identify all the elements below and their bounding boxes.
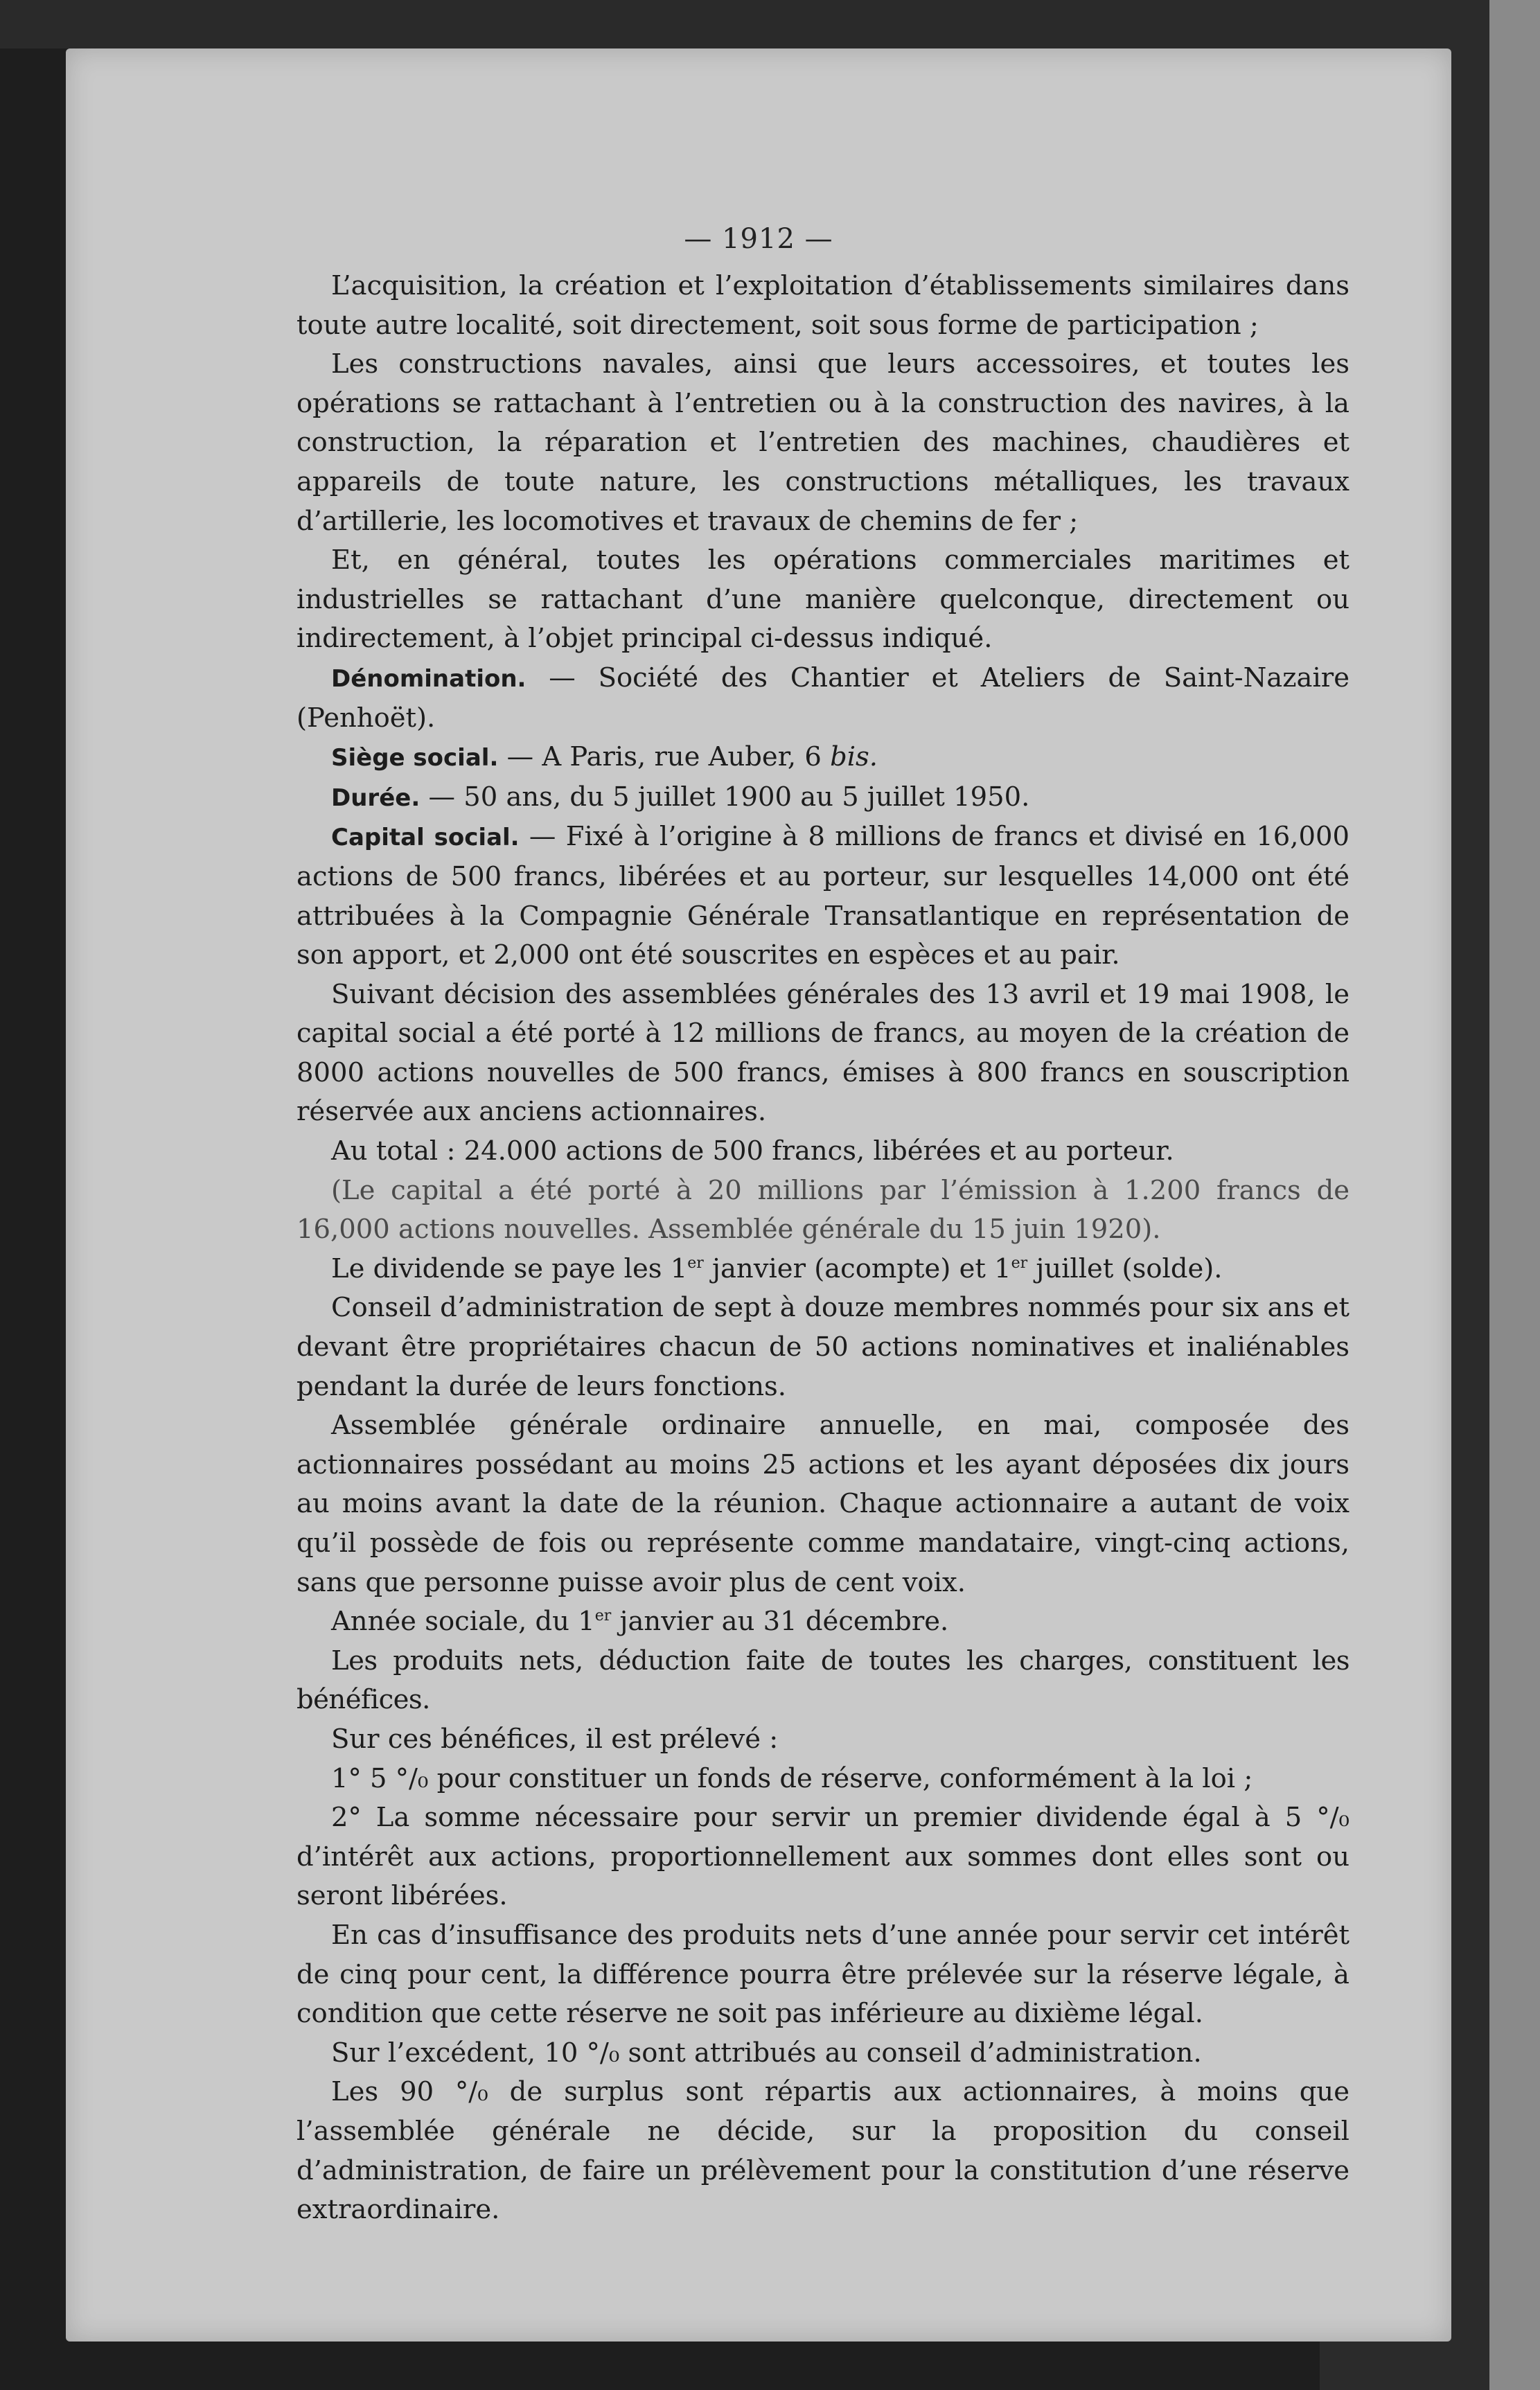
denomination-text: — Société des Chantier et Ateliers de Saint-Nazaire (Penhoët). (297, 662, 1349, 734)
paragraph-capital (297, 817, 1349, 975)
dividende-text-b: janvier (acompte) et 1 (703, 1252, 1011, 1284)
paragraph-en-cas: En cas d’insuffisance des produits nets d’une année pour servir cet intérêt de cinq pour cent, la différence pourra être prélevée sur la réserve légale, à condition que cette réserve ne soit pas inférieure au dixième légal. (297, 1919, 1349, 2030)
paragraph-assemblee: Assemblée générale ordinaire annuelle, en mai, composée des actionnaires possédant au moins 25 actions et les ayant déposées dix jours au moins avant la date de la réunion. Chaque actionnaire a autant de voix qu’il possède de fois ou représente comme mandataire, vingt-cinq actions, sans que personne puisse avoir plus de cent voix. (297, 1410, 1349, 1598)
next-page-edge (1489, 0, 1540, 2390)
annee-text-a: Année sociale, du 1 (331, 1606, 595, 1638)
capital-text: — Fixé à l’origine à 8 millions de francs et divisé en 16,000 actions de 500 francs, libérées et au porteur, sur lesquelles 14,000 ont été attribuées à la Compagnie Générale Transatlantique en représentation de son apport, et 2,000 ont été souscrites en espèces et au pair. (297, 821, 1350, 971)
paragraph-produits: Les produits nets, déduction faite de toutes les charges, constituent les bénéfices. (297, 1645, 1349, 1716)
paragraph-sur-ces: Sur ces bénéfices, il est prélevé : (331, 1723, 779, 1755)
paragraph-general: Et, en général, toutes les opérations commerciales maritimes et industrielles se rattachant d’une manière quelconque, directement ou indirectement, à l’objet principal ci-dessus indiqué. (297, 545, 1349, 655)
scan-border-top (0, 0, 1540, 48)
annee-sup: er (594, 1607, 612, 1625)
paragraph-dividende (297, 1250, 1349, 1289)
paragraph-conseil: Conseil d’administration de sept à douze membres nommés pour six ans et devant être propriétaires chacun de 50 actions nominatives et inaliénables pendant la durée de leurs fonctions. (297, 1292, 1349, 1402)
document-body (297, 267, 1349, 2230)
paragraph-excedent: Sur l’excédent, 10 °/₀ sont attribués au conseil d’administration. (331, 2037, 1202, 2069)
paragraph-siege (297, 738, 1349, 778)
paragraph-suivant: Suivant décision des assemblées générales des 13 avril et 19 mai 1908, le capital social a été porté à 12 millions de francs, au moyen de la création de 8000 actions nouvelles de 500 francs, émises à 800 francs en souscription réservée aux anciens actionnaires. (297, 978, 1349, 1128)
paragraph-item-2: 2° La somme nécessaire pour servir un premier dividende égal à 5 °/₀ d’intérêt aux actions, proportionnellement aux sommes dont elles sont ou seront libérées. (297, 1802, 1349, 1912)
dividende-text-a: Le dividende se paye les 1 (331, 1252, 688, 1284)
denomination-label: Dénomination. (331, 664, 526, 693)
siege-text: — A Paris, rue Auber, 6 (498, 741, 831, 773)
siege-label: Siège social. (331, 744, 499, 772)
capital-label: Capital social. (331, 824, 520, 852)
paragraph-90: Les 90 °/₀ de surplus sont répartis aux actionnaires, à moins que l’assemblée générale ne décide, sur la proposition du conseil d’administration, de faire un prélèvement pour la constitution d’une réserve extraordinaire. (297, 2076, 1349, 2226)
paragraph-item-1: 1° 5 °/₀ pour constituer un fonds de réserve, conformément à la loi ; (331, 1762, 1253, 1794)
page-number: — 1912 — (684, 223, 833, 255)
paragraph-duree (297, 778, 1349, 818)
siege-bis: bis. (830, 741, 878, 773)
paragraph-denomination (297, 659, 1349, 738)
paragraph-acquisition: L’acquisition, la création et l’exploitation d’établissements similaires dans toute autre localité, soit directement, soit sous forme de participation ; (297, 270, 1349, 341)
dividende-sup-2: er (1011, 1255, 1028, 1273)
dividende-text-c: juillet (solde). (1027, 1252, 1223, 1284)
paragraph-constructions: Les constructions navales, ainsi que leurs accessoires, et toutes les opérations se rattachant à l’entretien ou à la construction des navires, à la construction, la réparation et l’entretien des machines, chaudières et appareils de toute nature, les constructions métalliques, les travaux d’artillerie, les locomotives et travaux de chemins de fer ; (297, 348, 1349, 537)
annee-text-b: janvier au 31 décembre. (611, 1606, 949, 1638)
paragraph-capital-porte: (Le capital a été porté à 20 millions par l’émission à 1.200 francs de 16,000 actions nouvelles. Assemblée générale du 15 juin 1920). (297, 1174, 1349, 1246)
duree-label: Durée. (331, 784, 421, 812)
paragraph-total: Au total : 24.000 actions de 500 francs, libérées et au porteur. (331, 1135, 1174, 1167)
paragraph-annee (297, 1602, 1349, 1642)
dividende-sup-1: er (687, 1255, 704, 1273)
duree-text: — 50 ans, du 5 juillet 1900 au 5 juillet 1950. (420, 781, 1030, 813)
